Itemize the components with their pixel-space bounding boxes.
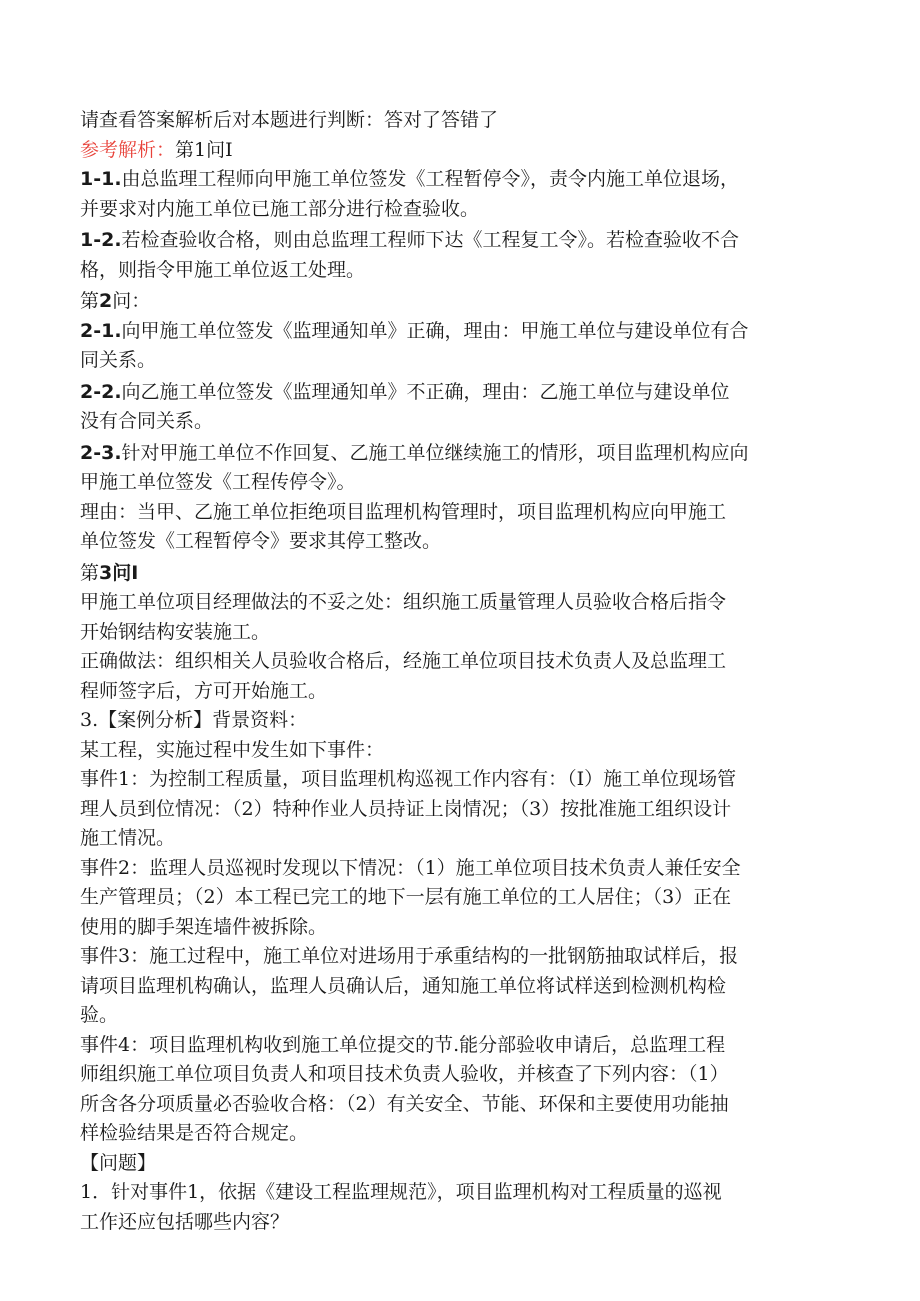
event-2-cont: 生产管理员；（2）本工程已完工的地下一层有施工单位的工人居住；（3）正在 [80,886,732,908]
question2-heading: 第2问： [80,290,151,312]
reference-label: 参考解析： [80,138,176,161]
event-3-cont: 请项目监理机构确认，监理人员确认后，通知施工单位将试样送到检测机构检 [80,974,727,997]
answer-2-reason-cont: 单位签发《工程暂停令》要求其停工整改。 [80,530,442,552]
questions-heading: 【问题】 [80,1151,157,1174]
answer-number: 1-1. [80,168,122,190]
event-4-cont: 所含各分项质量必否验收合格：（2）有关安全、节能、环保和主要使用功能抽 [80,1092,729,1115]
event-4-cont: 样检验结果是否符合规定。 [80,1122,309,1144]
answer-number: 1-2. [80,229,122,251]
answer-2-3: 2-3.针对甲施工单位不作回复、乙施工单位继续施工的情形，项目监理机构应向 [80,441,749,464]
event-4-cont: 师组织施工单位项目负责人和项目技术负责人验收，并核查了下列内容：（1） [80,1063,729,1085]
event-4: 事件4：项目监理机构收到施工单位提交的节.能分部验收申请后，总监理工程 [80,1033,726,1056]
answer-1-2-cont: 格，则指令甲施工单位返工处理。 [80,258,366,281]
answer-3-issue-cont: 开始钢结构安装施工。 [80,620,271,643]
answer-number: 2-1. [80,319,122,342]
answer-2-3-cont: 甲施工单位签发《工程传停令》。 [80,471,356,493]
event-2-cont: 使用的脚手架连墙件被拆除。 [80,915,328,938]
question1-heading: 第1问I [175,138,233,161]
answer-2-reason: 理由：当甲、乙施工单位拒绝项目监理机构管理时，项目监理机构应向甲施工 [80,500,727,523]
answer-1-1: 1-1.由总监理工程师向甲施工单位签发《工程暂停令》，责令内施工单位退场， [80,168,740,190]
document-page [80,106,840,1237]
answer-1-2: 1-2.若检查验收合格，则由总监理工程师下达《工程复工令》。若检查验收不合 [80,229,740,251]
answer-3-correct-cont: 程师签字后，方可开始施工。 [80,679,328,702]
answer-3-issue: 甲施工单位项目经理做法的不妥之处：组织施工质量管理人员验收合格后指令 [80,591,727,613]
answer-2-1-cont: 同关系。 [80,349,157,371]
event-3-cont: 验。 [80,1004,119,1026]
event-1-cont: 施工情况。 [80,827,176,849]
event-1-cont: 理人员到位情况：（2）特种作业人员持证上岗情况；（3）按批准施工组织设计 [80,797,732,820]
case-title: 3.【案例分析】背景资料： [80,709,308,731]
judgement-prompt: 请查看答案解析后对本题进行判断：答对了答错了 [80,109,499,131]
question-1: 1．针对事件1，依据《建设工程监理规范》，项目监理机构对工程质量的巡视 [80,1181,722,1203]
answer-number: 2-2. [80,380,122,403]
answer-2-2: 2-2.向乙施工单位签发《监理通知单》不正确，理由：乙施工单位与建设单位 [80,380,730,403]
case-intro: 某工程，实施过程中发生如下事件： [80,738,385,761]
answer-1-1-cont: 并要求对内施工单位已施工部分进行检查验收。 [80,197,480,220]
event-1: 事件1：为控制工程质量，项目监理机构巡视工作内容有：（I）施工单位现场管 [80,768,737,790]
reference-heading [80,136,840,166]
question-1-cont: 工作还应包括哪些内容？ [80,1210,290,1233]
event-3: 事件3：施工过程中，施工单位对进场用于承重结构的一批钢筋抽取试样后，报 [80,945,739,967]
answer-2-1: 2-1.向甲施工单位签发《监理通知单》正确，理由：甲施工单位与建设单位有合 [80,319,749,342]
event-2: 事件2：监理人员巡视时发现以下情况：（1）施工单位项目技术负责人兼任安全 [80,856,741,879]
answer-2-2-cont: 没有合同关系。 [80,410,214,432]
question3-heading: 第3问I [80,561,139,584]
answer-3-correct: 正确做法：组织相关人员验收合格后，经施工单位项目技术负责人及总监理工 [80,650,727,672]
answer-number: 2-3. [80,441,122,464]
